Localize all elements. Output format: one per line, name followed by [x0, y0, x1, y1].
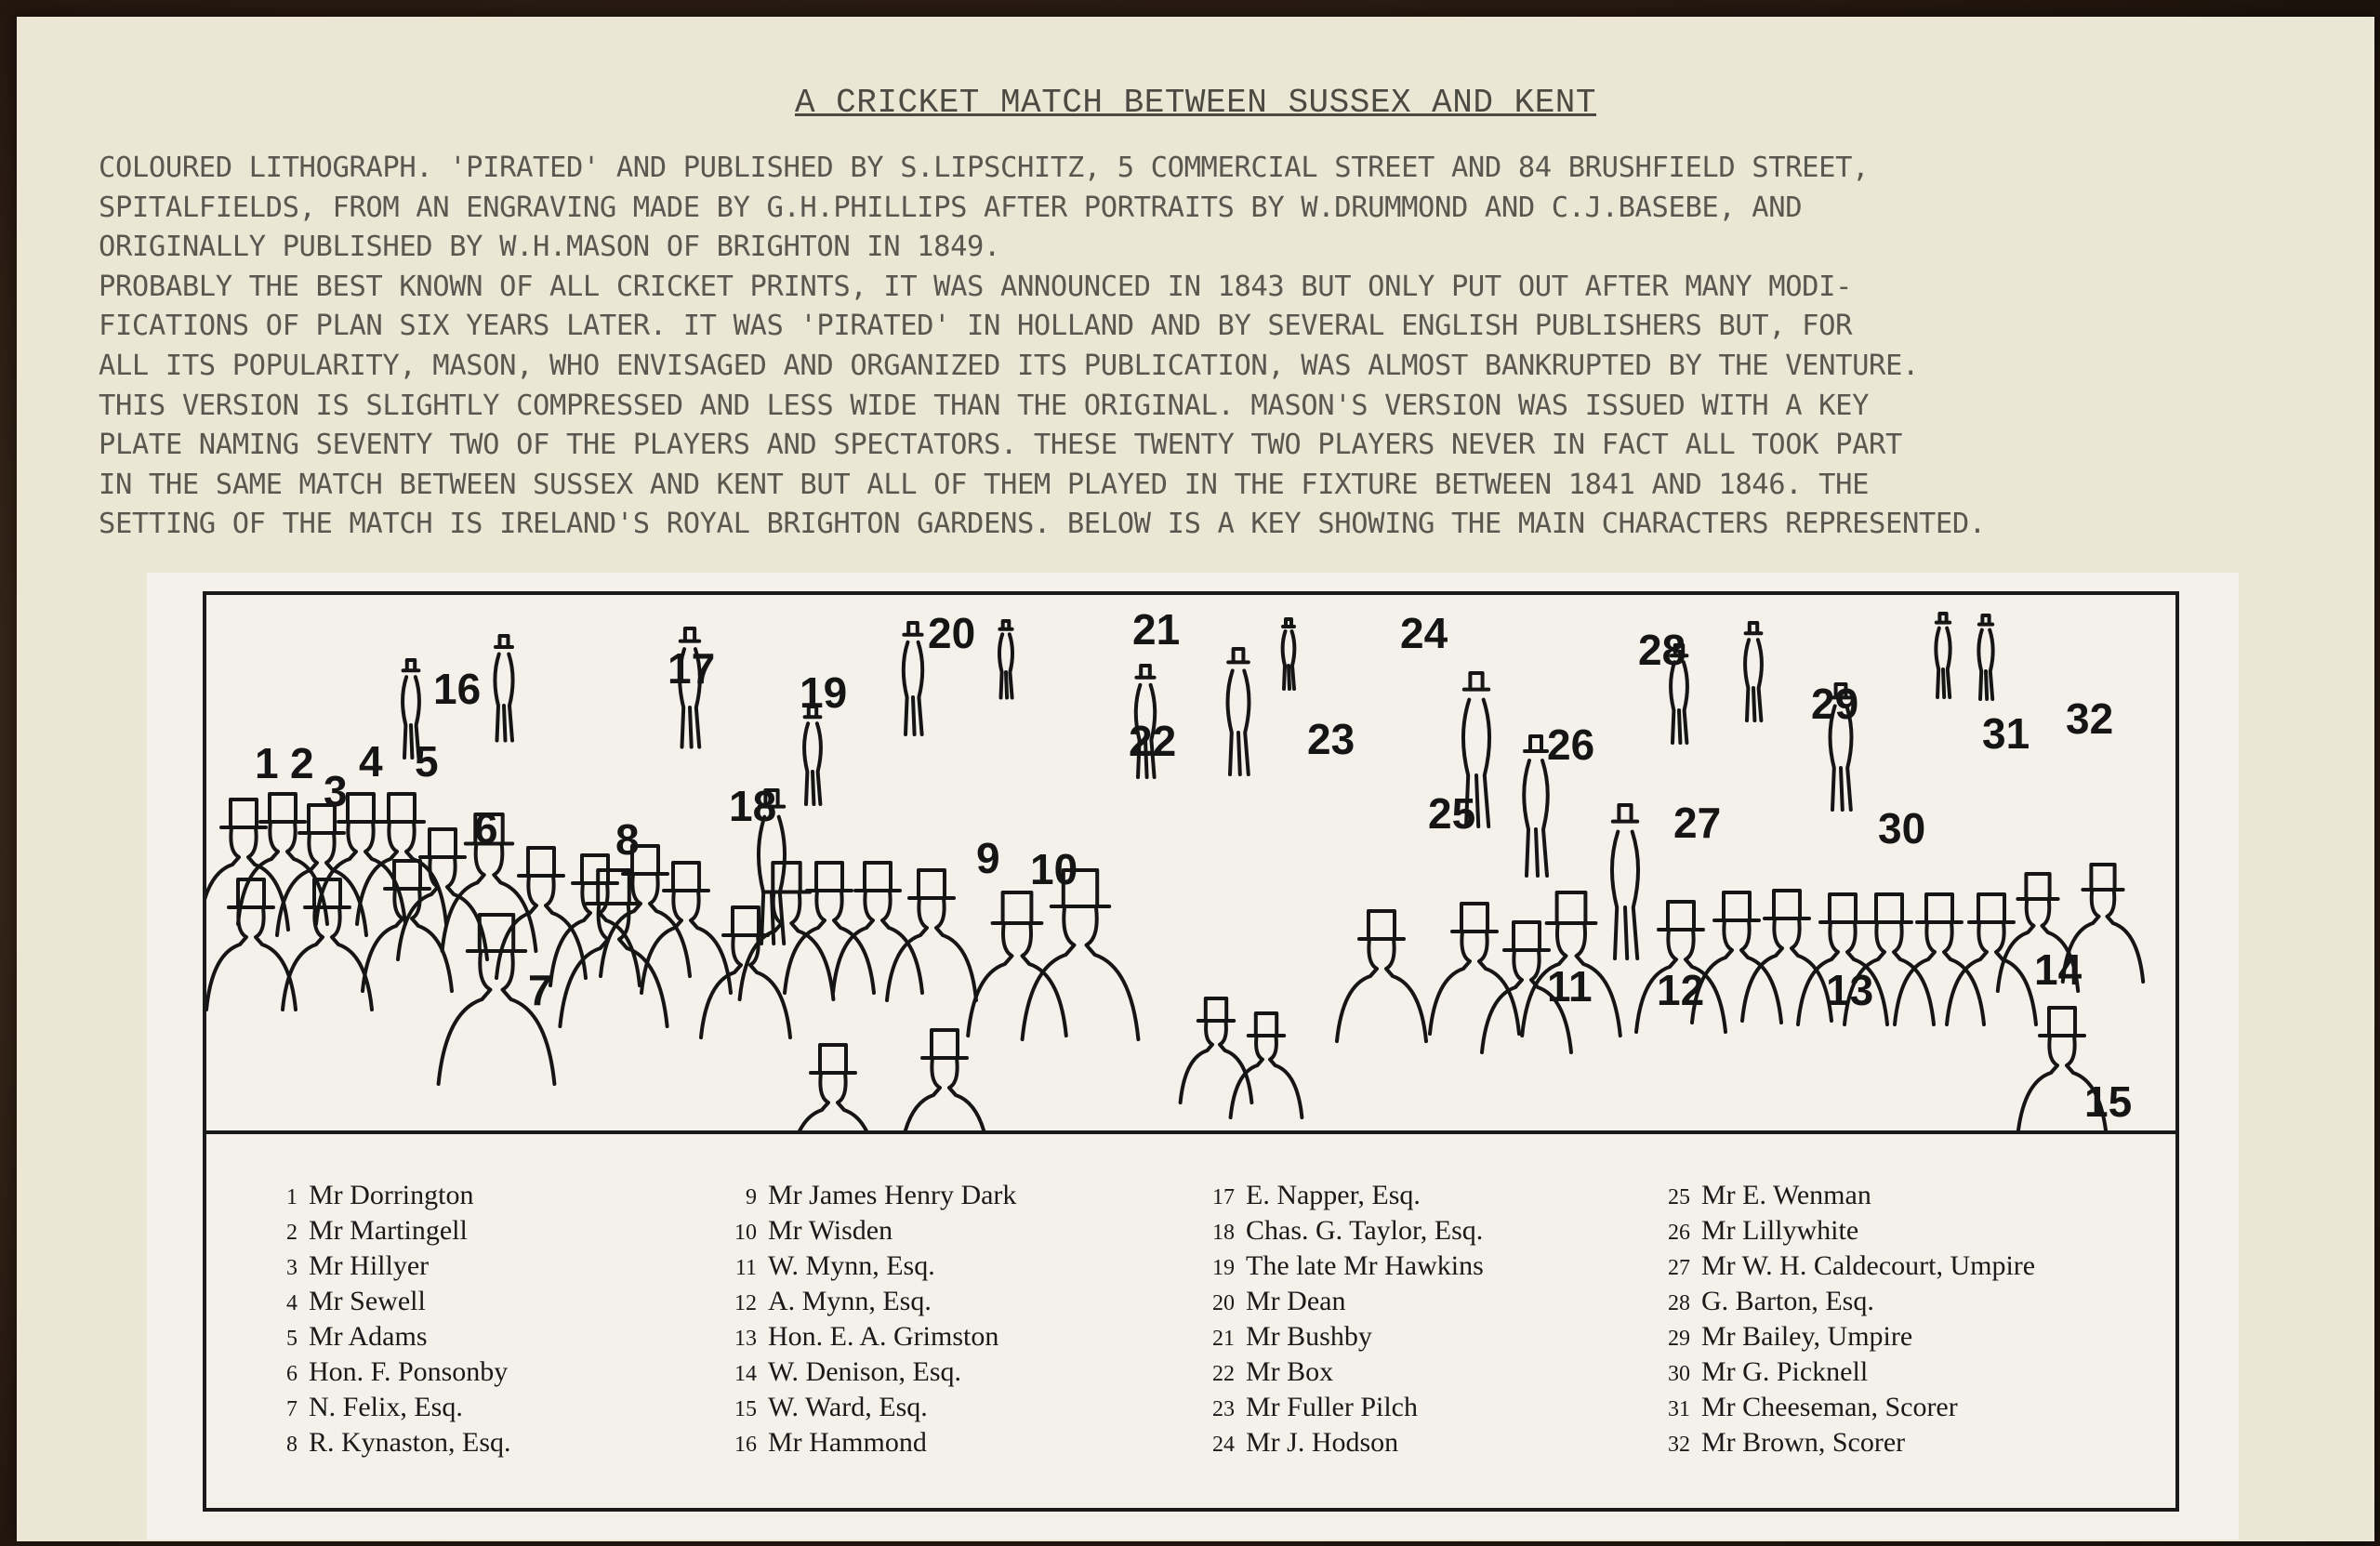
figure-number: 25	[1428, 789, 1476, 838]
key-entry-number: 29	[1668, 1327, 1690, 1351]
figure-number: 20	[928, 609, 976, 657]
caption-title: A CRICKET MATCH BETWEEN SUSSEX AND KENT	[794, 84, 1597, 122]
key-entry-number: 12	[734, 1291, 757, 1315]
field-player-outline	[1524, 736, 1548, 876]
figure-number: 29	[1811, 680, 1859, 728]
key-entry	[258, 1214, 511, 1249]
figure-number: 30	[1878, 804, 1926, 852]
key-entry	[1196, 1214, 1484, 1249]
key-entry	[718, 1179, 1016, 1214]
key-entry	[1196, 1179, 1484, 1214]
key-entry	[258, 1355, 511, 1391]
key-entry-name: Mr W. H. Caldecourt, Umpire	[1701, 1250, 2036, 1281]
caption-line: ALL ITS POPULARITY, MASON, WHO ENVISAGED AND ORGANIZED ITS PUBLICATION, WAS ALMOST BANKRUPTED BY THE VENTURE.	[99, 349, 1919, 382]
field-player-outline	[495, 636, 512, 741]
figure-number: 4	[359, 737, 383, 786]
crowd-figure-outline	[833, 863, 922, 993]
field-player-outline	[1978, 615, 1992, 699]
key-entry-name: W. Mynn, Esq.	[768, 1250, 935, 1281]
key-entry-number: 15	[734, 1397, 757, 1421]
field-player-outline	[999, 621, 1012, 698]
figure-number: 5	[415, 737, 439, 786]
key-entry-number: 21	[1212, 1327, 1235, 1351]
key-entry	[1196, 1355, 1484, 1391]
figure-number: 28	[1638, 626, 1686, 674]
key-entry-name: Mr Fuller Pilch	[1246, 1392, 1418, 1422]
key-entry	[1651, 1426, 2035, 1461]
key-entry	[258, 1249, 511, 1285]
key-entry-name: G. Barton, Esq.	[1701, 1286, 1874, 1316]
caption-line: FICATIONS OF PLAN SIX YEARS LATER. IT WAS 'PIRATED' IN HOLLAND AND BY SEVERAL ENGLISH PUBLISHERS BUT, FOR	[99, 310, 1853, 343]
key-entry-name: Chas. G. Taylor, Esq.	[1246, 1215, 1484, 1246]
figure-number: 17	[668, 644, 716, 693]
key-entry-number: 16	[734, 1433, 757, 1457]
key-entry-number: 6	[286, 1362, 298, 1386]
field-player-outline	[1283, 619, 1295, 689]
crowd-figure-outline	[1430, 904, 1519, 1034]
key-entry-number: 26	[1668, 1221, 1690, 1245]
key-entry-number: 3	[286, 1256, 298, 1280]
caption-line: PLATE NAMING SEVENTY TWO OF THE PLAYERS AND SPECTATORS. THESE TWENTY TWO PLAYERS NEVER IN FACT ALL TOOK PART	[99, 429, 1902, 462]
mount-card	[17, 17, 2374, 1541]
key-entry	[1651, 1285, 2035, 1320]
key-entry	[258, 1285, 511, 1320]
key-entry-name: Mr Brown, Scorer	[1701, 1427, 1906, 1458]
key-entry-number: 13	[734, 1327, 757, 1351]
field-player-outline	[1228, 649, 1250, 774]
figure-number: 11	[1547, 962, 1593, 1011]
key-entry	[1651, 1391, 2035, 1426]
key-entry-name: R. Kynaston, Esq.	[309, 1427, 511, 1458]
figure-number: 19	[800, 668, 848, 717]
key-entry-number: 20	[1212, 1291, 1235, 1315]
key-column-3	[1196, 1179, 1484, 1461]
key-entry	[718, 1320, 1016, 1355]
figure-outline-illustration	[206, 595, 2175, 1134]
figure-number: 12	[1657, 966, 1705, 1014]
key-entry-name: Mr Dean	[1246, 1286, 1346, 1316]
key-entry	[1196, 1426, 1484, 1461]
key-legend	[206, 1134, 2175, 1508]
key-entry	[1196, 1320, 1484, 1355]
key-entry-number: 32	[1668, 1433, 1690, 1457]
key-entry-number: 28	[1668, 1291, 1690, 1315]
key-entry-number: 7	[286, 1397, 298, 1421]
key-entry-number: 2	[286, 1221, 298, 1245]
key-entry-number: 8	[286, 1433, 298, 1457]
key-entry-name: Mr Lillywhite	[1701, 1215, 1859, 1246]
key-entry-name: Mr Adams	[309, 1321, 428, 1352]
key-entry-name: Mr J. Hodson	[1246, 1427, 1399, 1458]
figure-number: 27	[1673, 799, 1722, 847]
key-entry	[1651, 1355, 2035, 1391]
key-entry	[1196, 1249, 1484, 1285]
key-entry	[258, 1426, 511, 1461]
key-entry-name: Mr E. Wenman	[1701, 1180, 1871, 1210]
caption-line: PROBABLY THE BEST KNOWN OF ALL CRICKET PRINTS, IT WAS ANNOUNCED IN 1843 BUT ONLY PUT OUT AFTER MANY MODI-	[99, 270, 1853, 303]
key-entry-name: Hon. F. Ponsonby	[309, 1356, 509, 1387]
figure-number: 6	[474, 804, 498, 852]
key-entry	[718, 1214, 1016, 1249]
key-entry-name: Mr Dorrington	[309, 1180, 474, 1210]
key-entry-name: Mr Bushby	[1246, 1321, 1372, 1352]
crowd-figure-outline	[277, 805, 366, 935]
key-entry-name: A. Mynn, Esq.	[768, 1286, 932, 1316]
key-column-2	[718, 1179, 1016, 1461]
key-plate-sheet	[147, 573, 2239, 1539]
key-column-1	[258, 1179, 511, 1461]
key-column-4	[1651, 1179, 2035, 1461]
key-entry-name: Mr G. Picknell	[1701, 1356, 1869, 1387]
figure-number: 8	[615, 815, 640, 864]
crowd-figure-outline	[1895, 894, 1984, 1024]
key-entry	[1651, 1320, 2035, 1355]
crowd-figure-outline	[363, 861, 452, 991]
figure-number: 26	[1547, 720, 1595, 769]
key-entry	[1651, 1249, 2035, 1285]
figure-number: 10	[1030, 845, 1078, 893]
caption-line: ORIGINALLY PUBLISHED BY W.H.MASON OF BRIGHTON IN 1849.	[99, 231, 1000, 264]
figure-number: 2	[290, 739, 314, 787]
key-entry	[718, 1355, 1016, 1391]
field-player-outline	[804, 707, 821, 804]
caption-line: SETTING OF THE MATCH IS IRELAND'S ROYAL BRIGHTON GARDENS. BELOW IS A KEY SHOWING THE MAIN CHARACTERS REPRESENTED.	[99, 508, 1986, 541]
key-entry-name: Mr James Henry Dark	[768, 1180, 1017, 1210]
caption-body	[99, 149, 2348, 545]
crowd-figure-outline	[900, 1030, 989, 1130]
caption-line: IN THE SAME MATCH BETWEEN SUSSEX AND KENT BUT ALL OF THEM PLAYED IN THE FIXTURE BETWEEN 1841 AND 1846. THE	[99, 468, 1870, 501]
key-entry-name: Mr Bailey, Umpire	[1701, 1321, 1913, 1352]
caption-line: SPITALFIELDS, FROM AN ENGRAVING MADE BY G.H.PHILLIPS AFTER PORTRAITS BY W.DRUMMOND AND C.J.BASEBE, AND	[99, 191, 1803, 224]
figure-number: 21	[1132, 605, 1181, 654]
key-entry-number: 31	[1668, 1397, 1690, 1421]
key-entry-number: 25	[1668, 1185, 1690, 1209]
key-entry-name: Mr Box	[1246, 1356, 1334, 1387]
figure-number: 16	[433, 665, 482, 713]
key-entry-name: Mr Wisden	[768, 1215, 893, 1246]
key-entry	[258, 1320, 511, 1355]
key-entry-number: 10	[734, 1221, 757, 1245]
key-entry-name: E. Napper, Esq.	[1246, 1180, 1421, 1210]
key-entry-name: W. Denison, Esq.	[768, 1356, 962, 1387]
key-plate-frame	[203, 591, 2179, 1512]
key-entry	[1196, 1285, 1484, 1320]
key-entry	[258, 1179, 511, 1214]
crowd-figure-outline	[206, 799, 288, 930]
key-entry	[718, 1391, 1016, 1426]
crowd-figure-outline	[1181, 998, 1252, 1103]
figure-number: 22	[1129, 717, 1177, 765]
figure-number: 32	[2066, 694, 2114, 743]
key-entry-number: 9	[746, 1185, 757, 1209]
figure-number: 15	[2084, 1077, 2133, 1126]
key-entry-number: 19	[1212, 1256, 1235, 1280]
key-entry	[718, 1426, 1016, 1461]
key-entry-name: The late Mr Hawkins	[1246, 1250, 1484, 1281]
caption-line: THIS VERSION IS SLIGHTLY COMPRESSED AND LESS WIDE THAN THE ORIGINAL. MASON'S VERSION WAS ISSUED WITH A KEY	[99, 389, 1870, 422]
figure-number: 31	[1982, 709, 2030, 758]
figure-number: 24	[1400, 609, 1448, 657]
key-entry-name: Mr Hammond	[768, 1427, 927, 1458]
crowd-figure-outline	[1742, 891, 1831, 1021]
key-entry-name: Mr Sewell	[309, 1286, 426, 1316]
key-entry-name: Hon. E. A. Grimston	[768, 1321, 999, 1352]
field-player-outline	[904, 623, 922, 734]
field-player-outline	[1936, 614, 1950, 697]
key-entry-number: 14	[734, 1362, 757, 1386]
figure-number: 14	[2034, 945, 2082, 994]
key-entry-number: 4	[286, 1291, 298, 1315]
key-entry-number: 5	[286, 1327, 298, 1351]
key-entry	[1651, 1179, 2035, 1214]
figure-number: 18	[729, 782, 777, 830]
field-player-outline	[1612, 805, 1638, 958]
key-entry-number: 22	[1212, 1362, 1235, 1386]
key-entry-name: W. Ward, Esq.	[768, 1392, 928, 1422]
key-entry-number: 18	[1212, 1221, 1235, 1245]
key-entry	[718, 1249, 1016, 1285]
key-entry	[1651, 1214, 2035, 1249]
key-entry-name: Mr Cheeseman, Scorer	[1701, 1392, 1958, 1422]
figure-number: 9	[976, 834, 1000, 882]
caption-line: COLOURED LITHOGRAPH. 'PIRATED' AND PUBLISHED BY S.LIPSCHITZ, 5 COMMERCIAL STREET AND 84 BRUSHFIELD STREET,	[99, 152, 1870, 184]
key-entry-number: 27	[1668, 1256, 1690, 1280]
key-entry-number: 30	[1668, 1362, 1690, 1386]
key-entry-number: 23	[1212, 1397, 1235, 1421]
key-entry-name: Mr Martingell	[309, 1215, 468, 1246]
crowd-figure-outline	[1023, 870, 1139, 1039]
field-player-outline	[1745, 623, 1762, 720]
key-entry-number: 11	[734, 1256, 757, 1280]
key-entry-number: 17	[1212, 1185, 1235, 1209]
figure-number: 3	[324, 767, 348, 815]
key-entry	[718, 1285, 1016, 1320]
key-entry	[258, 1391, 511, 1426]
figure-number: 1	[255, 739, 279, 787]
crowd-figure-outline	[1947, 894, 2036, 1024]
figure-silhouettes	[206, 595, 2175, 1130]
key-entry-name: N. Felix, Esq.	[309, 1392, 463, 1422]
key-entry-name: Mr Hillyer	[309, 1250, 430, 1281]
key-entry-number: 1	[286, 1185, 298, 1209]
key-entry	[1196, 1391, 1484, 1426]
figure-number: 13	[1826, 966, 1874, 1014]
figure-number: 7	[528, 966, 552, 1014]
crowd-figure-outline	[1337, 911, 1426, 1041]
key-entry-number: 24	[1212, 1433, 1235, 1457]
figure-number: 23	[1307, 715, 1355, 763]
crowd-figure-outline	[788, 1045, 878, 1130]
